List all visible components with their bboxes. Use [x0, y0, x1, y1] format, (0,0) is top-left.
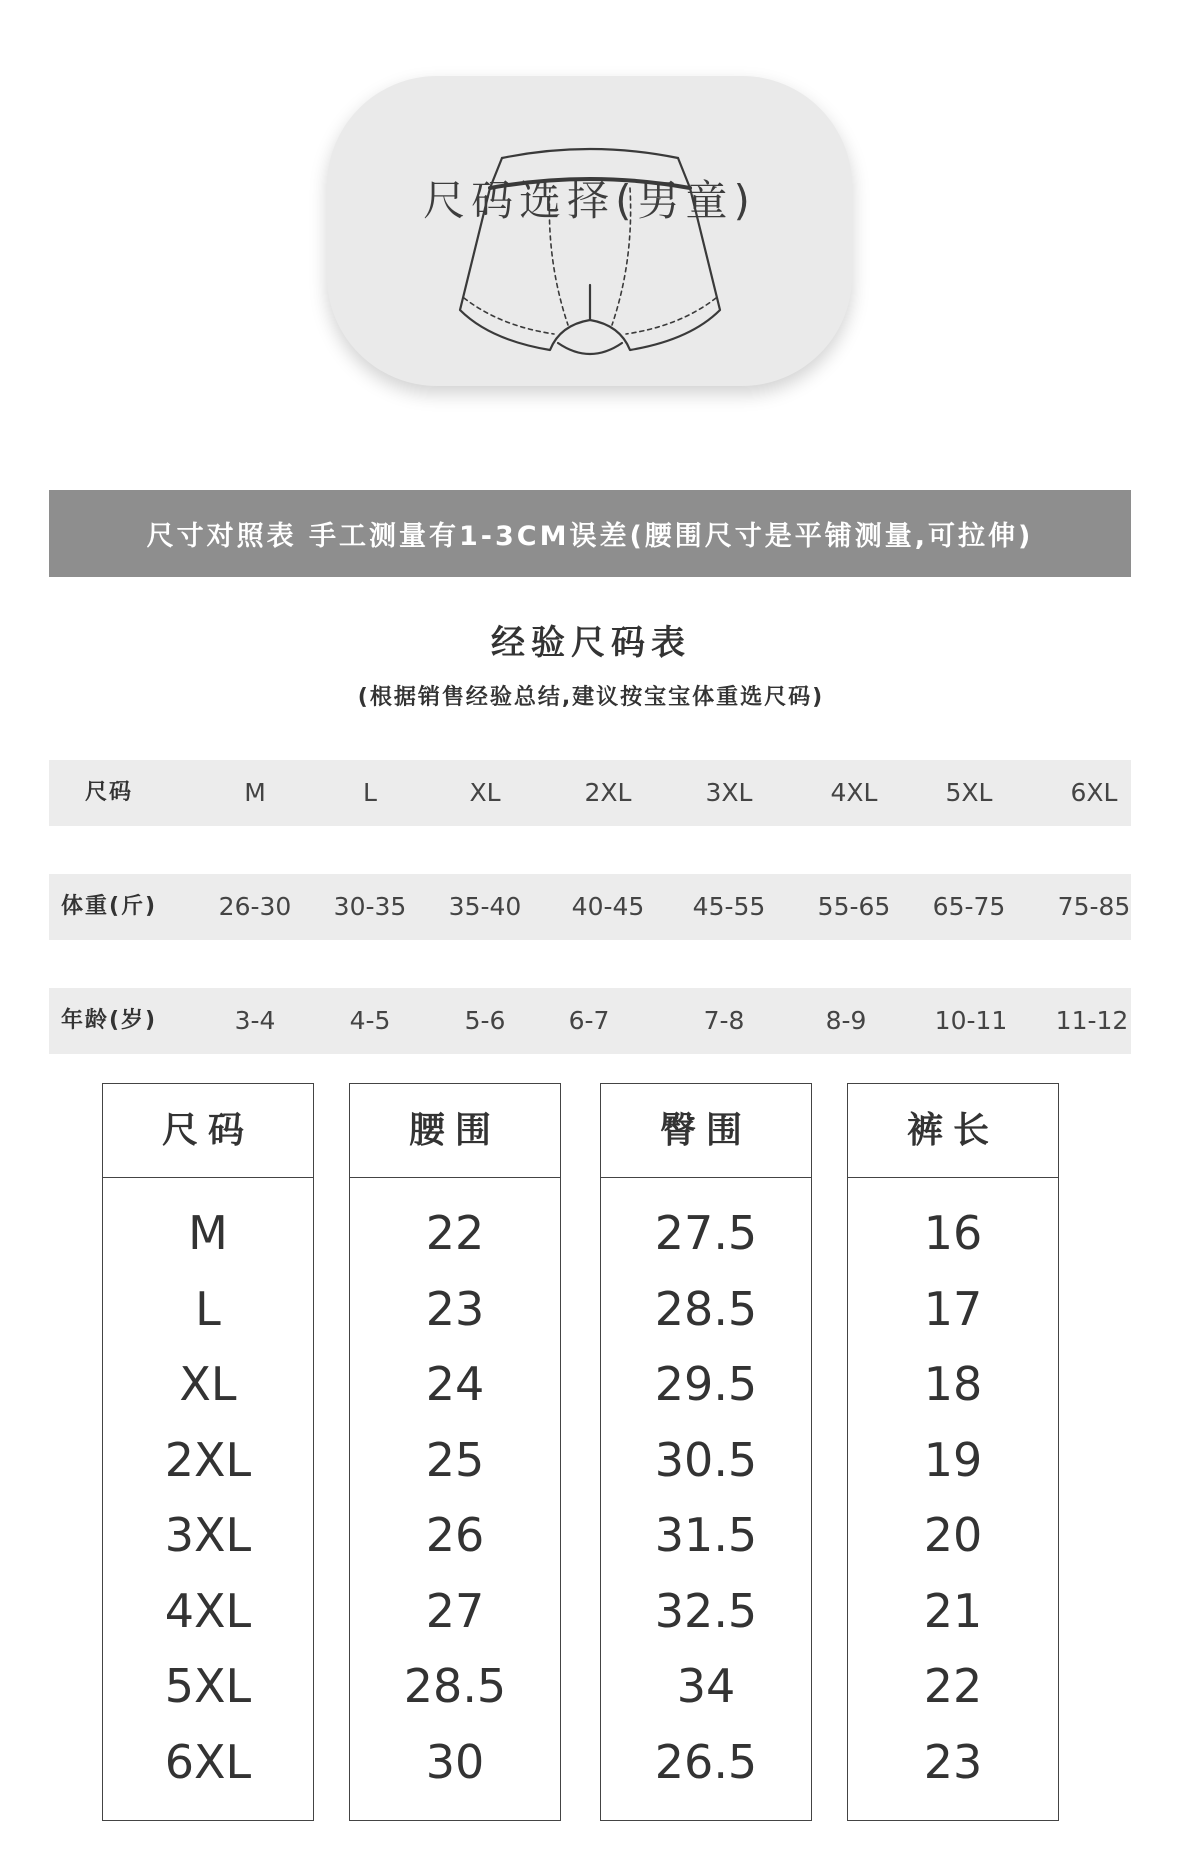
empirical-row-age [49, 988, 1131, 1054]
row-cell: 5-6 [464, 1006, 506, 1035]
table-cell: 22 [923, 1659, 983, 1713]
column-header: 腰围 [350, 1084, 560, 1178]
row-label: 尺码 [85, 780, 134, 805]
table-cell: 20 [923, 1508, 983, 1562]
table-cell: 19 [923, 1432, 983, 1487]
row-cell: 40-45 [571, 892, 645, 921]
row-cell: 4XL [830, 778, 878, 807]
column-header: 裤长 [848, 1084, 1058, 1178]
row-cell: 45-55 [692, 892, 766, 921]
table-cell: 28.5 [403, 1659, 507, 1713]
row-cell: 5XL [945, 778, 993, 807]
row-cell: 26-30 [218, 892, 292, 921]
table-cell: 6XL [164, 1734, 252, 1789]
row-cell: M [244, 778, 266, 807]
table-cell: 21 [923, 1583, 983, 1638]
table-cell: 22 [425, 1206, 485, 1260]
row-label: 年龄(岁) [61, 1008, 158, 1033]
table-cell: 32.5 [654, 1583, 758, 1638]
row-cell: 10-11 [934, 1006, 1008, 1035]
table-cell: 4XL [164, 1583, 252, 1638]
length-column-table [847, 1083, 1059, 1821]
table-cell: 26.5 [654, 1734, 758, 1789]
row-cell: 2XL [584, 778, 632, 807]
size-column-table [102, 1083, 314, 1821]
column-header: 尺码 [103, 1084, 313, 1178]
table-cell: 25 [425, 1432, 485, 1487]
table-cell: 27 [425, 1583, 485, 1638]
boxer-shorts-illustration [450, 140, 730, 375]
empirical-row-size [49, 760, 1131, 826]
table-cell: 29.5 [654, 1357, 758, 1411]
row-cell: 6-7 [568, 1006, 610, 1035]
row-cell: 3-4 [234, 1006, 276, 1035]
table-cell: 2XL [164, 1432, 252, 1487]
table-cell: 30.5 [654, 1432, 758, 1487]
table-cell: 28.5 [654, 1281, 758, 1336]
table-cell: M [188, 1206, 228, 1260]
table-cell: 24 [425, 1357, 485, 1411]
table-cell: 23 [923, 1734, 983, 1789]
row-cell: 6XL [1070, 778, 1118, 807]
row-cell: 35-40 [448, 892, 522, 921]
badge-title: 尺码选择(男童) [423, 176, 756, 225]
row-cell: 65-75 [932, 892, 1006, 921]
table-cell: 34 [676, 1659, 736, 1713]
hip-column-table [600, 1083, 812, 1821]
table-cell: 30 [425, 1734, 485, 1789]
row-cell: 7-8 [703, 1006, 745, 1035]
row-cell: 4-5 [349, 1006, 391, 1035]
row-cell: 75-85 [1057, 892, 1131, 921]
measurement-notice-banner: 尺寸对照表 手工测量有1-3CM误差(腰围尺寸是平铺测量,可拉伸) [49, 490, 1131, 577]
row-cell: XL [469, 778, 501, 807]
table-cell: 26 [425, 1508, 485, 1562]
row-cell: 8-9 [825, 1006, 867, 1035]
table-cell: 27.5 [654, 1206, 758, 1260]
row-cell: 30-35 [333, 892, 407, 921]
row-cell: L [363, 778, 377, 807]
table-cell: 16 [923, 1206, 983, 1260]
table-cell: 5XL [164, 1659, 252, 1713]
empirical-chart-subtitle: (根据销售经验总结,建议按宝宝体重选尺码) [357, 685, 825, 710]
table-cell: 17 [923, 1281, 983, 1336]
waist-column-table [349, 1083, 561, 1821]
row-cell: 55-65 [817, 892, 891, 921]
column-header: 臀围 [601, 1084, 811, 1178]
table-cell: L [195, 1281, 221, 1336]
table-cell: XL [179, 1357, 237, 1411]
row-cell: 3XL [705, 778, 753, 807]
row-label: 体重(斤) [61, 894, 158, 919]
row-cell: 11-12 [1055, 1006, 1129, 1035]
table-cell: 23 [425, 1281, 485, 1336]
empirical-row-weight [49, 874, 1131, 940]
table-cell: 18 [923, 1357, 983, 1411]
table-cell: 31.5 [654, 1508, 758, 1562]
empirical-chart-title: 经验尺码表 [491, 623, 691, 663]
table-cell: 3XL [164, 1508, 252, 1562]
